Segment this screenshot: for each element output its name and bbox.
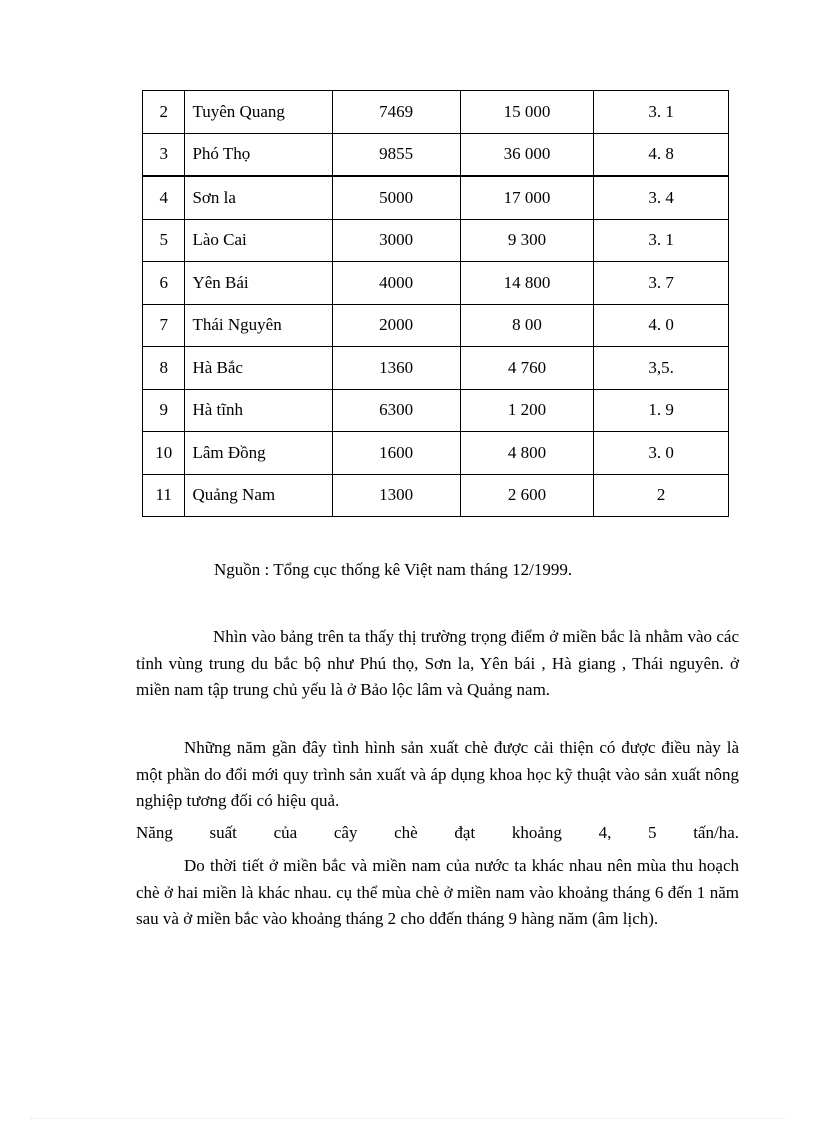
paragraph-market-focus: Nhìn vào bảng trên ta thấy thị trường trọng điểm ở miền bắc là nhằm vào các tỉnh vùng trung du bắc bộ như Phú thọ, Sơn la, Yên bái , Hà giang , Thái nguyên. ở miền nam tập trung chủ yếu là ở Bảo lộc lâm và Quảng nam.	[136, 627, 739, 699]
table-row	[143, 389, 729, 432]
yield-cell: 3. 7	[594, 262, 729, 305]
province-cell: Quảng Nam	[185, 474, 332, 517]
yield-cell: 4. 0	[594, 304, 729, 347]
row-number-cell: 2	[143, 91, 185, 134]
page-bottom-divider	[30, 1118, 786, 1119]
province-cell: Hà Bắc	[185, 347, 332, 390]
row-number-cell: 4	[143, 176, 185, 219]
province-cell: Lâm Đồng	[185, 432, 332, 475]
area-cell: 2000	[332, 304, 460, 347]
province-cell: Tuyên Quang	[185, 91, 332, 134]
row-number-cell: 5	[143, 219, 185, 262]
table-row	[143, 133, 729, 176]
yield-cell: 3. 0	[594, 432, 729, 475]
row-number-cell: 9	[143, 389, 185, 432]
area-cell: 4000	[332, 262, 460, 305]
yield-cell: 2	[594, 474, 729, 517]
province-cell: Hà tĩnh	[185, 389, 332, 432]
province-cell: Thái Nguyên	[185, 304, 332, 347]
province-cell: Phó Thọ	[185, 133, 332, 176]
yield-cell: 3,5.	[594, 347, 729, 390]
table-row	[143, 347, 729, 390]
table-source-note: Nguồn : Tổng cục thống kê Việt nam tháng 12/1999.	[214, 560, 573, 579]
row-number-cell: 10	[143, 432, 185, 475]
yield-cell: 4. 8	[594, 133, 729, 176]
table-row	[143, 474, 729, 517]
row-number-cell: 11	[143, 474, 185, 517]
yield-cell: 3. 4	[594, 176, 729, 219]
area-cell: 3000	[332, 219, 460, 262]
area-cell: 6300	[332, 389, 460, 432]
province-cell: Lào Cai	[185, 219, 332, 262]
row-number-cell: 8	[143, 347, 185, 390]
output-cell: 15 000	[460, 91, 594, 134]
province-cell: Yên Bái	[185, 262, 332, 305]
tea-production-table	[142, 90, 729, 517]
area-cell: 9855	[332, 133, 460, 176]
paragraph-production-improvement: Những năm gần đây tình hình sản xuất chè được cải thiện có được điều này là một phần do đổi mới quy trình sản xuất và áp dụng khoa học kỹ thuật vào sản xuất nông nghiệp tương đối có hiệu quả.	[136, 738, 739, 810]
area-cell: 1600	[332, 432, 460, 475]
area-cell: 7469	[332, 91, 460, 134]
area-cell: 1360	[332, 347, 460, 390]
yield-cell: 3. 1	[594, 91, 729, 134]
province-cell: Sơn la	[185, 176, 332, 219]
table-row	[143, 219, 729, 262]
paragraph-yield: Năng suất của cây chè đạt khoảng 4, 5 tấn/ha.	[136, 823, 739, 842]
row-number-cell: 3	[143, 133, 185, 176]
table-body	[143, 91, 729, 517]
output-cell: 1 200	[460, 389, 594, 432]
table-row	[143, 176, 729, 219]
output-cell: 4 800	[460, 432, 594, 475]
output-cell: 9 300	[460, 219, 594, 262]
area-cell: 1300	[332, 474, 460, 517]
table-row	[143, 262, 729, 305]
yield-cell: 1. 9	[594, 389, 729, 432]
output-cell: 14 800	[460, 262, 594, 305]
table-row	[143, 304, 729, 347]
output-cell: 2 600	[460, 474, 594, 517]
row-number-cell: 6	[143, 262, 185, 305]
table-row	[143, 432, 729, 475]
yield-cell: 3. 1	[594, 219, 729, 262]
row-number-cell: 7	[143, 304, 185, 347]
paragraph-harvest-season: Do thời tiết ở miền bắc và miền nam của nước ta khác nhau nên mùa thu hoạch chè ở hai miền là khác nhau. cụ thể mùa chè ở miền nam vào khoảng tháng 6 đến 1 năm sau và ở miền bắc vào khoảng tháng 2 cho dđến tháng 9 hàng năm (âm lịch).	[136, 856, 739, 928]
table-row	[143, 91, 729, 134]
area-cell: 5000	[332, 176, 460, 219]
output-cell: 17 000	[460, 176, 594, 219]
output-cell: 4 760	[460, 347, 594, 390]
output-cell: 8 00	[460, 304, 594, 347]
output-cell: 36 000	[460, 133, 594, 176]
